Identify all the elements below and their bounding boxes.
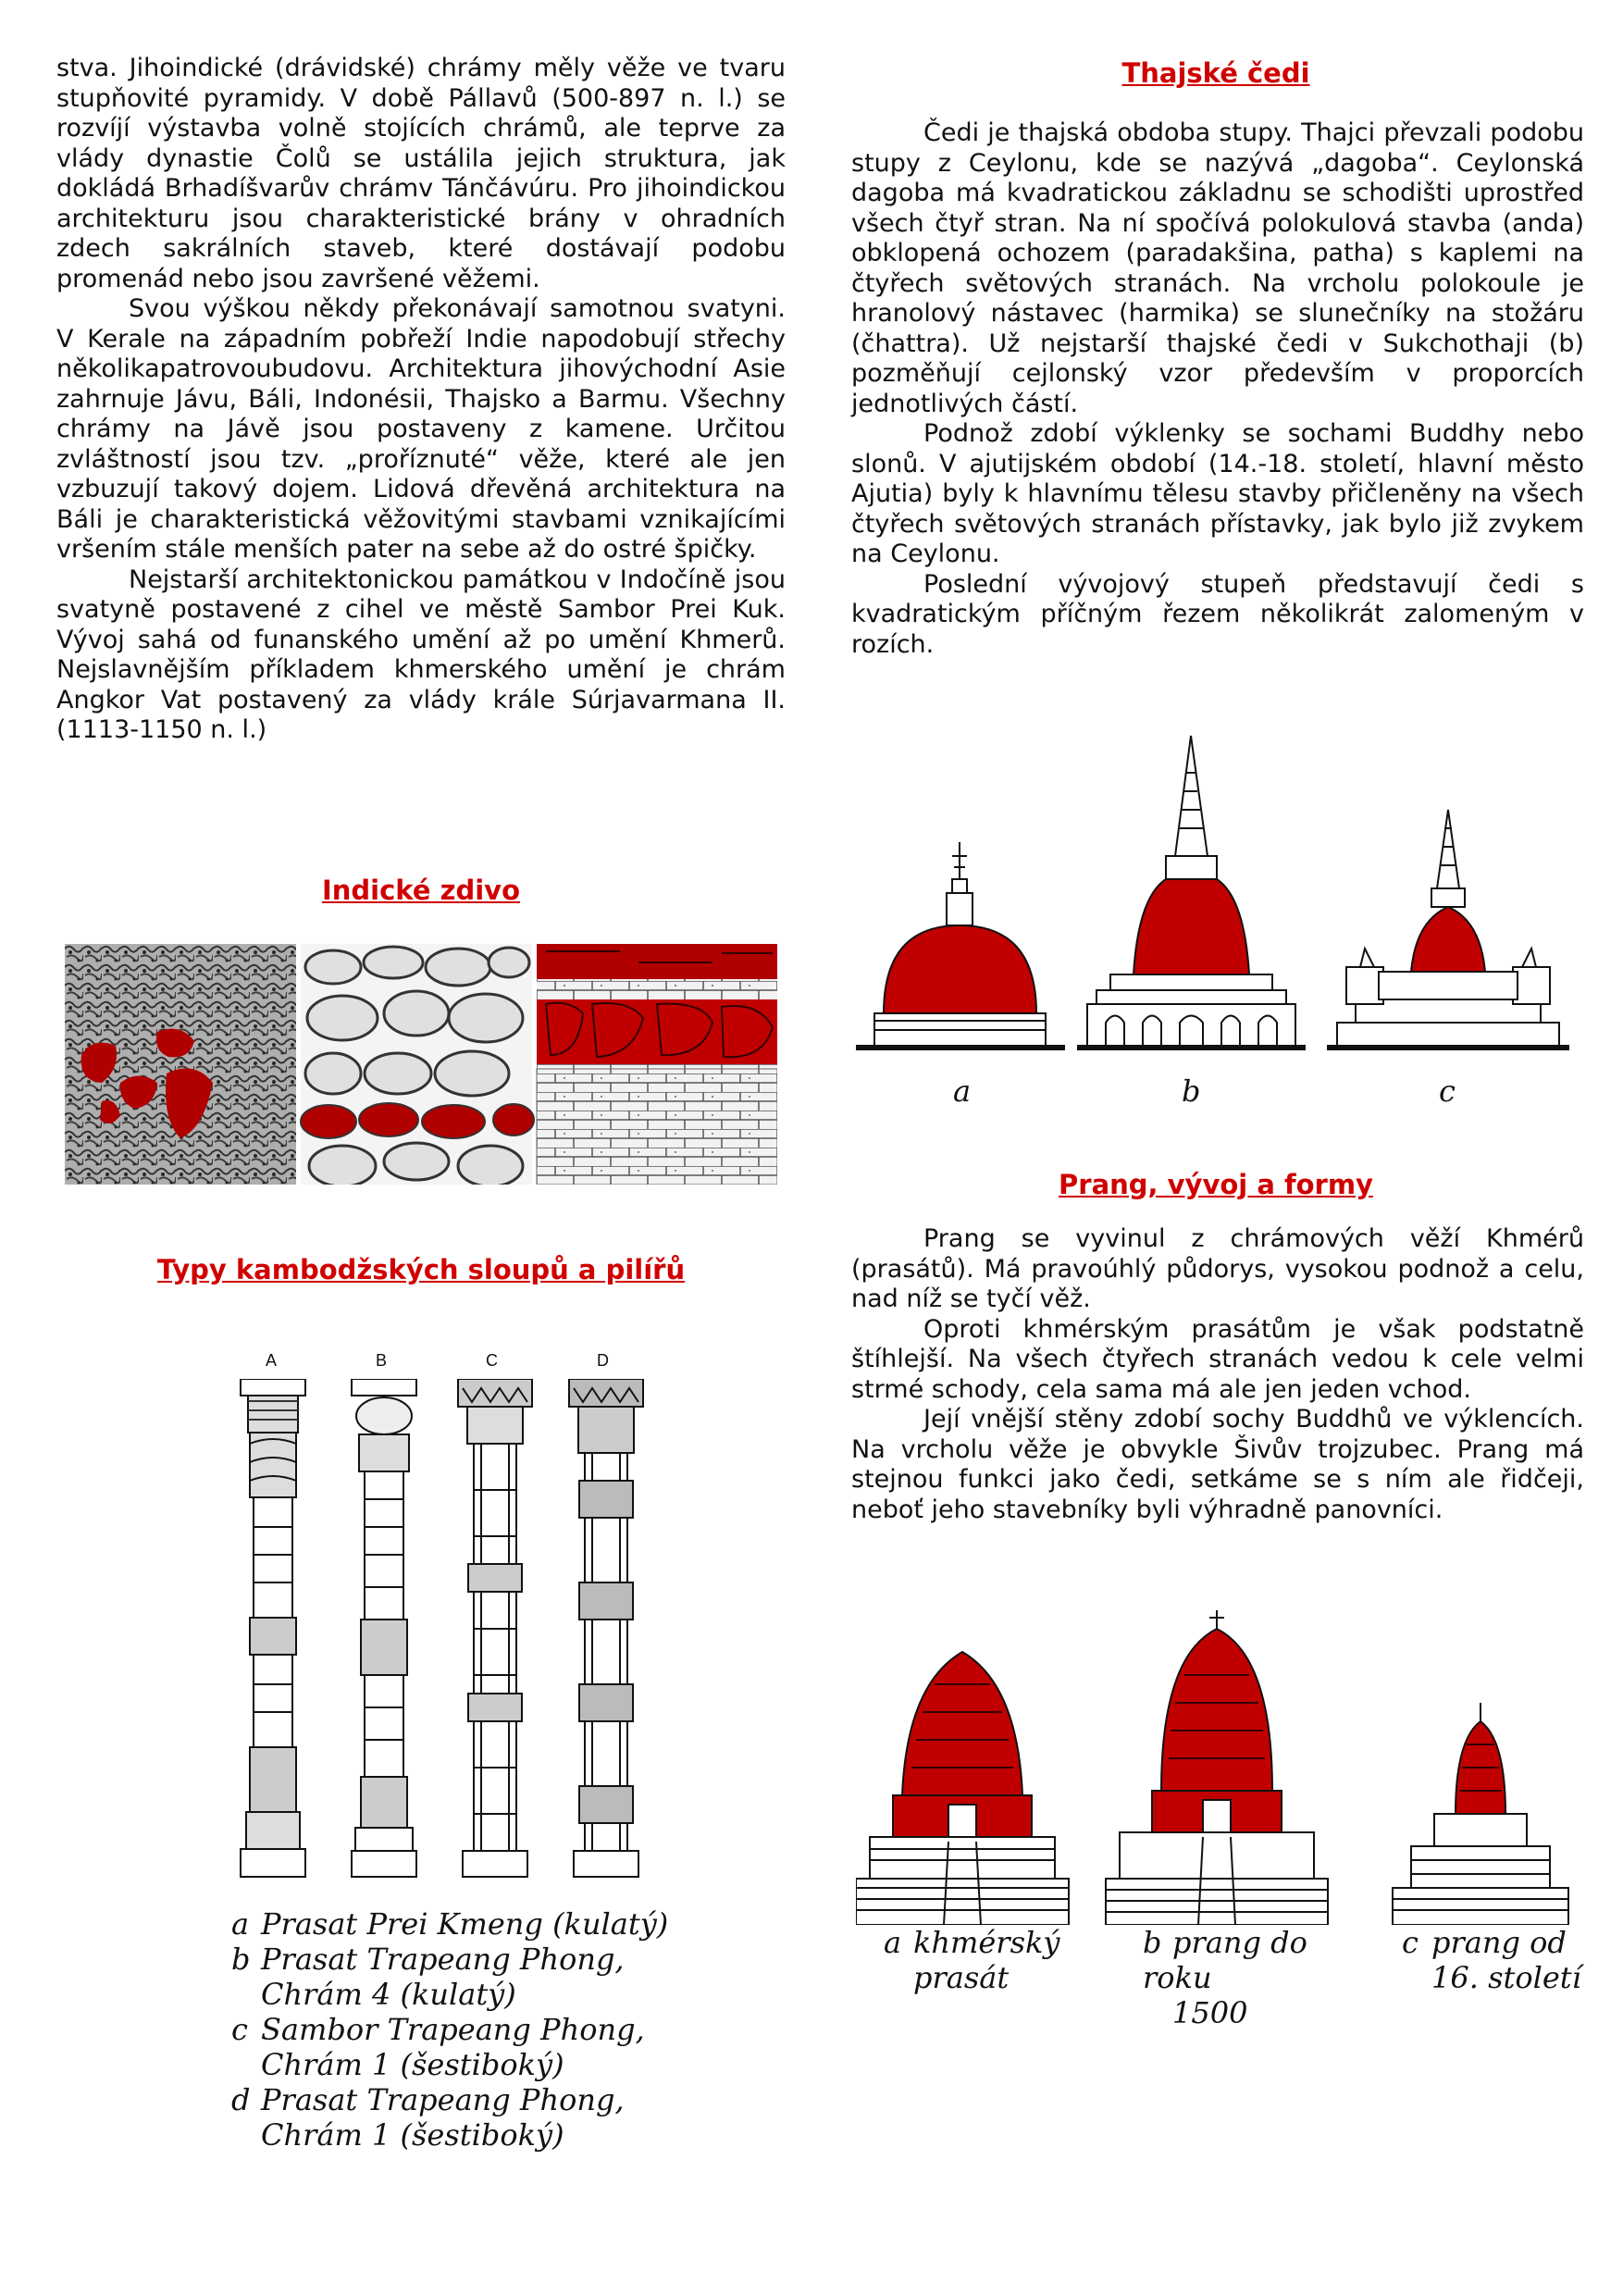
cedi-label: c bbox=[1439, 1074, 1456, 1109]
heading-prang: Prang, vývoj a formy bbox=[1059, 1169, 1373, 1200]
paragraph: Čedi je thajská obdoba stupy. Thajci převzali podobu stupy z Ceylonu, kde se nazývá „dagoba“. Ceylonská dagoba má kvadratickou základnu se schodišti uprostřed všech čtyř stran. Na ní spočívá polokulová stavba (anda) obklopená ochozem (paradakšina, patha) s kaplemi na čtyřech světových stranách. Na vrcholu polokoule je hranolový nástavec (harmika) se slunečníky na stožáru (čhattra). Už nejstarší thajské čedi v Sukchothaji (b) pozměňují cejlonský vzor především v proporcích jednotlivých částí. bbox=[851, 118, 1584, 418]
cedi-figure bbox=[856, 726, 1596, 1109]
heading-sloupy: Typy kambodžských sloupů a pilířů bbox=[156, 1254, 686, 1285]
cedi-a bbox=[856, 842, 1064, 1049]
pillar-label: D bbox=[597, 1351, 609, 1370]
caption-item-cont: Chrám 1 (šestiboký) bbox=[261, 2047, 564, 2082]
prang-text bbox=[851, 1224, 1584, 1525]
masonry-figure bbox=[65, 944, 777, 1185]
pillar-d bbox=[569, 1379, 643, 1877]
pillars-caption bbox=[231, 1906, 750, 2153]
paragraph: Nejstarší architektonickou památkou v Indočíně jsou svatyně postavené z cihel ve městě Sambor Prei Kuk. Vývoj sahá od funanského umění až po umění Khmerů. Nejslavnějším příkladem khmerského umění je chrám Angkor Vat postavený za vlády krále Súrjavarmana II. (1113-1150 n. l.) bbox=[56, 565, 786, 744]
heading-thajske-cedi: Thajské čedi bbox=[1121, 57, 1310, 89]
paragraph: Její vnější stěny zdobí sochy Buddhů ve výklencích. Na vrcholu věže je obvykle Šivův trojzubec. Prang má stejnou funkci jako čedi, setkáme se s ním ale řidčeji, neboť jeho stavebníky byli výhradně panovníci. bbox=[851, 1405, 1584, 1524]
caption-item-cont: Chrám 1 (šestiboký) bbox=[261, 2117, 564, 2153]
paragraph: Svou výškou někdy překonávají samotnou svatyni. V Kerale na západním pobřeží Indie napodobují střechy několikapatrovoubudovu. Architektura jihovýchodní Asie zahrnuje Jávu, Báli, Indonésii, Thajsko a Barmu. Všechny chrámy na Jávě jsou postaveny z kamene. Určitou zvláštností jsou tzv. „proříznuté“ věže, které ale jen vzbuzují takový dojem. Lidová dřevěná architektura na Báli je charakteristická věžovitými stavbami vznikajícími vršením stále menších pater na sebe až do ostré špičky. bbox=[56, 294, 786, 564]
pillar-c bbox=[458, 1379, 532, 1877]
prang-a bbox=[856, 1652, 1069, 1925]
paragraph: Oproti khmérským prasátům je však podstatně štíhlejší. Na všech čtyřech stranách vedou k cele velmi strmé schody, cela sama má ale jen jeden vchod. bbox=[851, 1314, 1584, 1404]
masonry-panel-3 bbox=[537, 944, 777, 1185]
caption-item: a Prasat Prei Kmeng (kulatý) bbox=[231, 1906, 669, 1942]
pillar-b bbox=[352, 1379, 416, 1877]
masonry-panel-1 bbox=[65, 944, 296, 1185]
caption-item: b Prasat Trapeang Phong, bbox=[231, 1942, 625, 1977]
cedi-text bbox=[851, 118, 1584, 660]
masonry-panel-2 bbox=[301, 944, 534, 1185]
paragraph: stva. Jihoindické (drávidské) chrámy měly věže ve tvaru stupňovité pyramidy. V době Pállavů (500-897 n. l.) se rozvíjí výstavba volně stojících chrámů, ale teprve za vlády dynastie Čolů se ustálila jejich struktura, jak dokládá Brhadíšvarův chrámv Tánčávúru. Pro jihoindickou architekturu jsou charakteristické brány v ohradních zdech sakrálních staveb, které dostávají podobu promenád nebo jsou završené věžemi. bbox=[56, 54, 786, 293]
prang-c bbox=[1393, 1703, 1568, 1925]
paragraph: Podnož zdobí výklenky se sochami Buddhy nebo slonů. V ajutijském období (14.-18. století, hlavní město Ajutia) byly k hlavnímu tělesu stavby přičleněny na všech čtyřech světových stranách přístavky, jak bylo již zvykem na Ceylonu. bbox=[851, 419, 1584, 568]
cedi-b bbox=[1078, 736, 1305, 1049]
cedi-label: b bbox=[1182, 1074, 1201, 1109]
paragraph: Poslední vývojový stupeň představují čedi s kvadratickým příčným řezem několikrát zalomeným v rozích. bbox=[851, 569, 1584, 659]
caption-item-cont: Chrám 4 (kulatý) bbox=[261, 1977, 516, 2012]
prang-figure bbox=[856, 1610, 1596, 2030]
pillars-figure bbox=[204, 1351, 648, 1888]
prang-b bbox=[1106, 1610, 1328, 1925]
paragraph: Prang se vyvinul z chrámových věží Khmérů (prasátů). Má pravoúhlý půdorys, vysokou podnož a celu, nad níž se tyčí věž. bbox=[851, 1224, 1584, 1313]
cedi-c bbox=[1328, 810, 1568, 1049]
pillar-a bbox=[241, 1379, 305, 1877]
cedi-label: a bbox=[953, 1074, 972, 1109]
caption-item: d Prasat Trapeang Phong, bbox=[231, 2082, 625, 2117]
prang-caption-c: c prang od 16. století bbox=[1402, 1925, 1581, 1995]
heading-indicke-zdivo: Indické zdivo bbox=[321, 875, 520, 906]
prang-caption-b: b prang do roku 1500 bbox=[1143, 1925, 1307, 2030]
caption-item: c Sambor Trapeang Phong, bbox=[231, 2012, 645, 2047]
prang-caption-a: a khmérský prasát bbox=[884, 1925, 1060, 1995]
pillar-label: A bbox=[266, 1351, 278, 1370]
pillar-label: B bbox=[376, 1351, 388, 1370]
left-column-text bbox=[56, 54, 786, 746]
pillar-label: C bbox=[486, 1351, 498, 1370]
